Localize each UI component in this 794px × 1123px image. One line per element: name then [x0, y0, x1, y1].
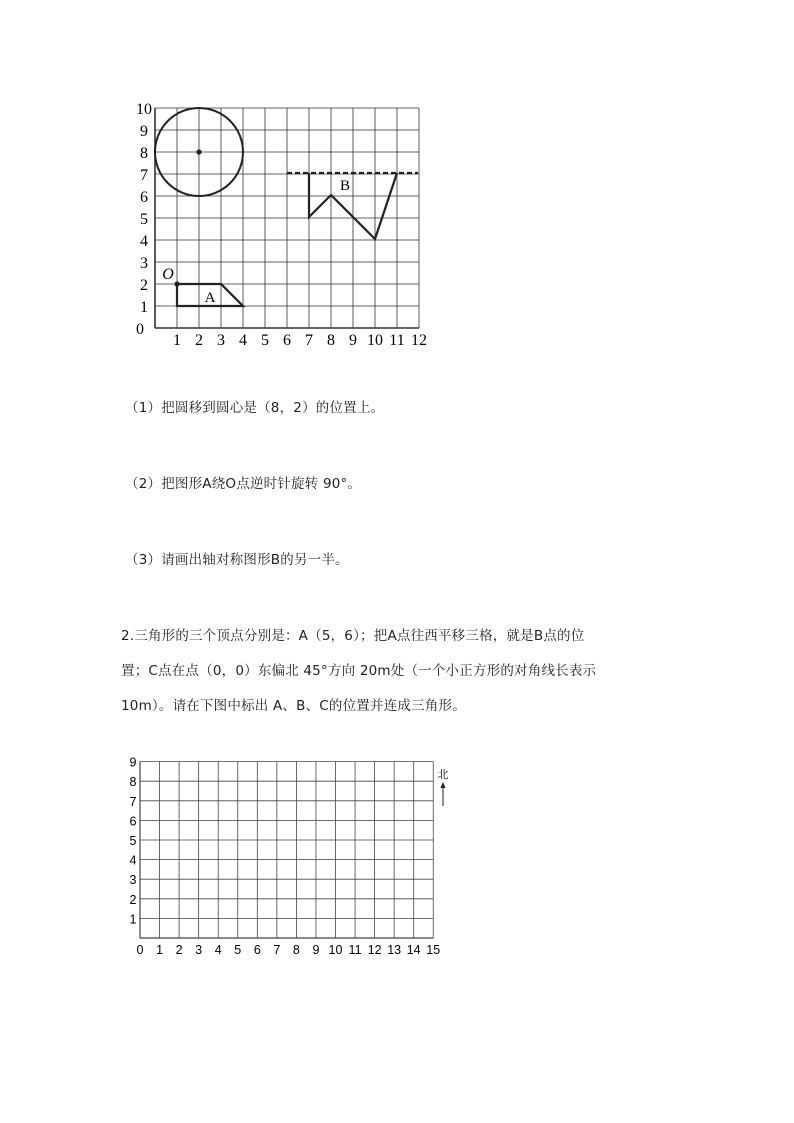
- grid-2-x-tick-label: 11: [348, 943, 362, 957]
- grid-2-lines: [140, 762, 433, 938]
- grid-2-y-tick-label: 9: [129, 755, 137, 770]
- north-arrowhead-icon: [441, 782, 446, 788]
- point-o-dot: [174, 281, 179, 286]
- grid-2-y-tick-label: 6: [129, 814, 137, 829]
- north-label: 北: [437, 769, 449, 781]
- grid-1-y-tick-label: 2: [140, 277, 148, 294]
- grid-1-y-tick-label: 7: [140, 167, 148, 184]
- grid-1-lines: [155, 108, 419, 328]
- grid-2-x-tick-label: 3: [195, 943, 203, 957]
- grid-1-y-tick-label: 8: [140, 145, 148, 162]
- grid-1-y-tick-label: 9: [140, 123, 148, 140]
- grid-2-y-tick-label: 5: [129, 834, 137, 848]
- grid-2-x-tick-label: 9: [312, 943, 320, 957]
- grid-1-y-tick-label: 10: [136, 101, 152, 118]
- point-o-label: O: [162, 266, 174, 283]
- grid-2-x-tick-label: 4: [214, 943, 222, 957]
- grid-2-x-tick-label: 0: [136, 943, 144, 957]
- grid-1-x-tick-label: 10: [367, 332, 383, 349]
- grid-2-y-tick-label: 4: [129, 853, 137, 868]
- grid-2-y-axis-labels: [130, 756, 137, 927]
- grid-2-y-tick-label: 3: [129, 873, 137, 888]
- grid-2-x-tick-label: 6: [253, 943, 261, 957]
- question-2: （2）把图形A绕O点逆时针旋转 90°。: [125, 476, 362, 492]
- question-3: （3）请画出轴对称图形B的另一半。: [125, 552, 349, 568]
- grid-1-y-tick-label: 4: [140, 233, 148, 250]
- grid-2-x-tick-label: 5: [234, 943, 242, 957]
- grid-2-y-tick-label: 2: [129, 892, 137, 907]
- grid-1-x-tick-label: 5: [261, 332, 269, 349]
- grid-1-y-tick-label: 5: [140, 211, 148, 228]
- grid-1-x-axis-labels: [173, 332, 427, 349]
- circle-center-dot: [196, 149, 201, 154]
- grid-1-x-tick-label: 7: [305, 332, 313, 349]
- grid-1-x-tick-label: 2: [195, 332, 203, 349]
- grid-1-x-tick-label: 12: [411, 332, 427, 349]
- problem-2-line-2: 置；C点在点（0，0）东偏北 45°方向 20m处（一个小正方形的对角线长表示: [121, 663, 597, 679]
- grid-1-x-tick-label: 3: [217, 332, 225, 349]
- grid-2-x-tick-label: 2: [175, 943, 183, 957]
- figure-1-grid: [136, 100, 430, 350]
- problem-2-line-1: 2.三角形的三个顶点分别是：A（5，6）；把A点往西平移三格，就是B点的位: [121, 628, 585, 644]
- grid-2-x-tick-label: 15: [426, 943, 441, 957]
- grid-1-origin-label: 0: [136, 321, 144, 338]
- grid-2-x-axis-labels: [137, 943, 441, 957]
- grid-1-y-tick-label: 1: [140, 299, 148, 316]
- grid-2-y-tick-label: 7: [129, 794, 137, 809]
- question-1: （1）把圆移到圆心是（8，2）的位置上。: [125, 400, 385, 416]
- grid-1-x-tick-label: 6: [283, 332, 291, 349]
- grid-1-x-tick-label: 11: [389, 332, 405, 349]
- grid-2-x-tick-label: 8: [292, 943, 300, 957]
- grid-2-x-tick-label: 12: [367, 943, 382, 957]
- grid-2-x-tick-label: 10: [328, 943, 343, 957]
- grid-1-x-tick-label: 8: [327, 332, 335, 349]
- grid-2-y-tick-label: 1: [129, 912, 137, 927]
- grid-1-x-tick-label: 4: [239, 332, 247, 349]
- grid-2-x-tick-label: 7: [273, 943, 281, 957]
- figure-2-grid: [125, 750, 460, 962]
- grid-1-y-axis-labels: [136, 101, 152, 316]
- grid-2-x-tick-label: 1: [156, 943, 164, 957]
- grid-1-y-tick-label: 3: [140, 255, 148, 272]
- grid-1-x-tick-label: 1: [173, 332, 181, 349]
- grid-2-y-tick-label: 8: [129, 775, 137, 790]
- grid-1-x-tick-label: 9: [349, 332, 357, 349]
- grid-2-x-tick-label: 14: [406, 943, 421, 957]
- grid-1-y-tick-label: 6: [140, 189, 148, 206]
- problem-2-line-3: 10m）。请在下图中标出 A、B、C的位置并连成三角形。: [121, 698, 466, 714]
- shape-a-label: A: [204, 290, 216, 306]
- grid-2-x-tick-label: 13: [387, 943, 402, 957]
- shape-b-label: B: [339, 178, 351, 194]
